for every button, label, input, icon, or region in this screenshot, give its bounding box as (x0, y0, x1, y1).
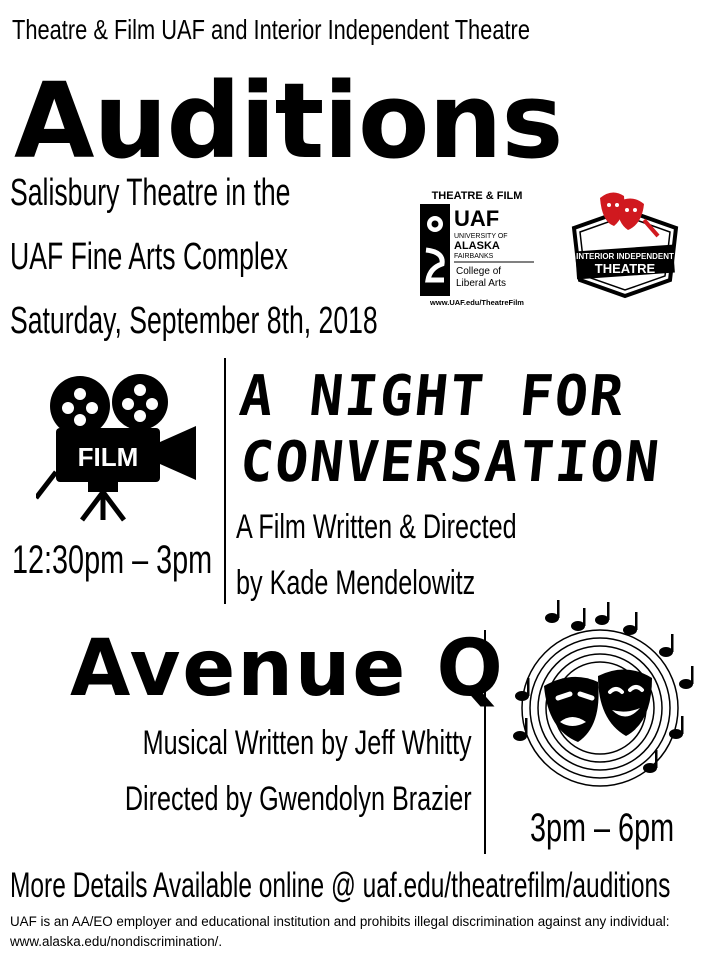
musical-credit-line-1: Musical Written by Jeff Whitty (142, 724, 472, 762)
venue-line-1: Salisbury Theatre in the (10, 172, 291, 214)
musical-credit-line-2: Directed by Gwendolyn Brazier (125, 780, 472, 818)
film-audition-time: 12:30pm – 3pm (12, 538, 213, 582)
uaf-logo-college-1: College of (456, 266, 502, 277)
uaf-theatre-film-logo (418, 188, 536, 308)
film-camera-icon (36, 372, 206, 522)
venue-line-2: UAF Fine Arts Complex (10, 236, 288, 278)
section-divider-film (224, 358, 226, 604)
film-title-line-1: A NIGHT FOR (236, 364, 629, 429)
details-line: More Details Available online @ uaf.edu/theatrefilm/auditions (10, 866, 671, 905)
uaf-logo-college-2: Liberal Arts (456, 278, 507, 289)
audition-date: Saturday, September 8th, 2018 (10, 300, 378, 342)
iit-logo-line-1: INTERIOR INDEPENDENT (576, 252, 674, 261)
uaf-logo-school-2: ALASKA (454, 240, 500, 252)
film-title-line-2: CONVERSATION (236, 430, 664, 495)
interior-independent-theatre-logo (566, 188, 684, 300)
presenters-line: Theatre & Film UAF and Interior Independent Theatre (12, 14, 530, 45)
film-credit-line-1: A Film Written & Directed (236, 508, 517, 546)
theatre-masks-icon (500, 600, 700, 800)
iit-logo-line-2: THEATRE (594, 261, 656, 276)
uaf-logo-top: THEATRE & FILM (431, 190, 523, 202)
musical-title: Avenue Q (70, 624, 505, 714)
film-credit-line-2: by Kade Mendelowitz (236, 564, 476, 602)
uaf-logo-school-1: UNIVERSITY OF (454, 233, 508, 240)
uaf-logo-school-3: FAIRBANKS (454, 253, 494, 260)
musical-audition-time: 3pm – 6pm (530, 806, 675, 850)
film-icon-label: FILM (77, 442, 139, 472)
uaf-logo-mark: UAF (454, 206, 500, 231)
uaf-logo-url: www.UAF.edu/TheatreFilm (430, 298, 524, 307)
poster-title: Auditions (14, 60, 563, 182)
nondiscrimination-disclaimer: UAF is an AA/EO employer and educational institution and prohibits illegal discrimination against any individual: www.alaska.edu/nondiscrimination/. (10, 914, 670, 949)
